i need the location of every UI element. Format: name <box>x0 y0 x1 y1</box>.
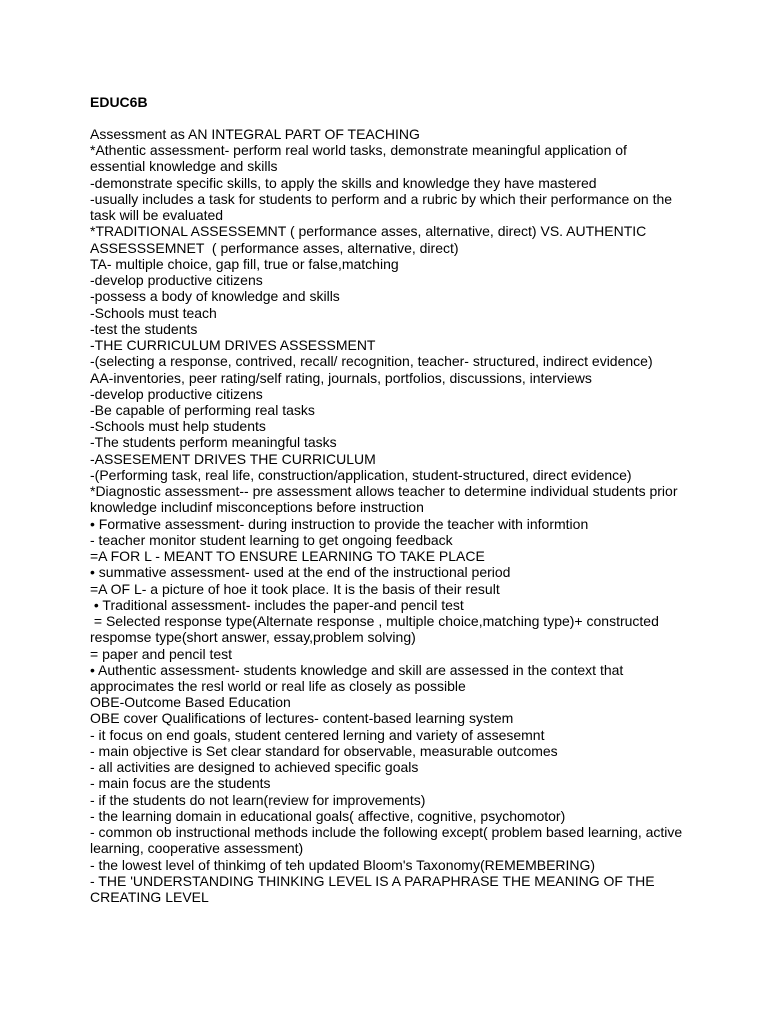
text-line: -develop productive citizens <box>90 272 263 289</box>
text-line: learning, cooperative assessment) <box>90 840 304 857</box>
text-line: -ASSESEMENT DRIVES THE CURRICULUM <box>90 450 376 467</box>
text-line: • Traditional assessment- includes the paper-and pencil test <box>90 596 464 613</box>
text-line: -(selecting a response, contrived, recall/ recognition, teacher- structured, indirect evidence) <box>90 353 653 370</box>
text-line: - the learning domain in educational goals( affective, cognitive, psychomotor) <box>90 807 566 824</box>
text-line: -(Performing task, real life, construction/application, student-structured, direct evidence) <box>90 466 632 483</box>
text-line: Assessment as AN INTEGRAL PART OF TEACHING <box>90 126 420 142</box>
text-line: = Selected response type(Alternate response , multiple choice,matching type)+ constructed <box>90 613 659 630</box>
text-line: AA-inventories, peer rating/self rating, journals, portfolios, discussions, interviews <box>90 369 592 386</box>
text-line: -usually includes a task for students to perform and a rubric by which their performance on the <box>90 190 673 207</box>
text-line: - common ob instructional methods include the following except( problem based learning, active <box>90 824 683 841</box>
text-line: -develop productive citizens <box>90 385 263 402</box>
text-line: approcimates the resl world or real life as closely as possible <box>90 677 466 694</box>
text-line: - THE 'UNDERSTANDING THINKING LEVEL IS A PARAPHRASE THE MEANING OF THE <box>90 872 655 889</box>
text-line: - the lowest level of thinkimg of teh updated Bloom's Taxonomy(REMEMBERING) <box>90 856 596 873</box>
text-line: =A FOR L - MEANT TO ENSURE LEARNING TO TAKE PLACE <box>90 548 485 565</box>
text-line: - main objective is Set clear standard for observable, measurable outcomes <box>90 742 558 759</box>
text-line: - teacher monitor student learning to get ongoing feedback <box>90 531 453 548</box>
text-line: - all activities are designed to achieved specific goals <box>90 759 419 776</box>
text-line: TA- multiple choice, gap fill, true or false,matching <box>90 255 399 272</box>
text-line: *Athentic assessment- perform real world tasks, demonstrate meaningful application of <box>90 142 627 159</box>
text-line: =A OF L- a picture of hoe it took place. It is the basis of their result <box>90 580 500 597</box>
text-line: • Authentic assessment- students knowledge and skill are assessed in the context that <box>90 661 624 678</box>
text-line: - main focus are the students <box>90 775 271 792</box>
text-line: CREATING LEVEL <box>90 889 209 906</box>
text-line: • summative assessment- used at the end of the instructional period <box>90 564 511 581</box>
text-line: -possess a body of knowledge and skills <box>90 288 340 305</box>
text-line: *Diagnostic assessment-- pre assessment allows teacher to determine individual students prior <box>90 483 678 500</box>
text-line: -Schools must teach <box>90 304 217 321</box>
text-line: - if the students do not learn(review for improvements) <box>90 791 426 808</box>
text-line: • Formative assessment- during instruction to provide the teacher with informtion <box>90 515 589 532</box>
text-line: OBE-Outcome Based Education <box>90 694 291 711</box>
text-line: -THE CURRICULUM DRIVES ASSESSMENT <box>90 337 376 354</box>
text-line: -Be capable of performing real tasks <box>90 401 315 418</box>
text-line: -demonstrate specific skills, to apply the skills and knowledge they have mastered <box>90 174 597 191</box>
document-title: EDUC6B <box>90 94 148 110</box>
text-line: knowledge includinf misconceptions before instruction <box>90 499 424 516</box>
text-line: -test the students <box>90 320 198 337</box>
document-body <box>90 126 683 906</box>
text-line: essential knowledge and skills <box>90 158 278 175</box>
text-line: task will be evaluated <box>90 207 224 224</box>
text-line: -Schools must help students <box>90 418 266 435</box>
text-line: ASSESSSEMNET ( performance asses, alternative, direct) <box>90 239 459 256</box>
text-line: *TRADITIONAL ASSESSEMNT ( performance asses, alternative, direct) VS. AUTHENTIC <box>90 223 647 240</box>
text-line: - it focus on end goals, student centered lerning and variety of assesemnt <box>90 726 545 743</box>
text-line: -The students perform meaningful tasks <box>90 434 337 451</box>
text-line: = paper and pencil test <box>90 645 233 662</box>
text-line: respomse type(short answer, essay,problem solving) <box>90 629 416 646</box>
text-line: OBE cover Qualifications of lectures- content-based learning system <box>90 710 514 727</box>
